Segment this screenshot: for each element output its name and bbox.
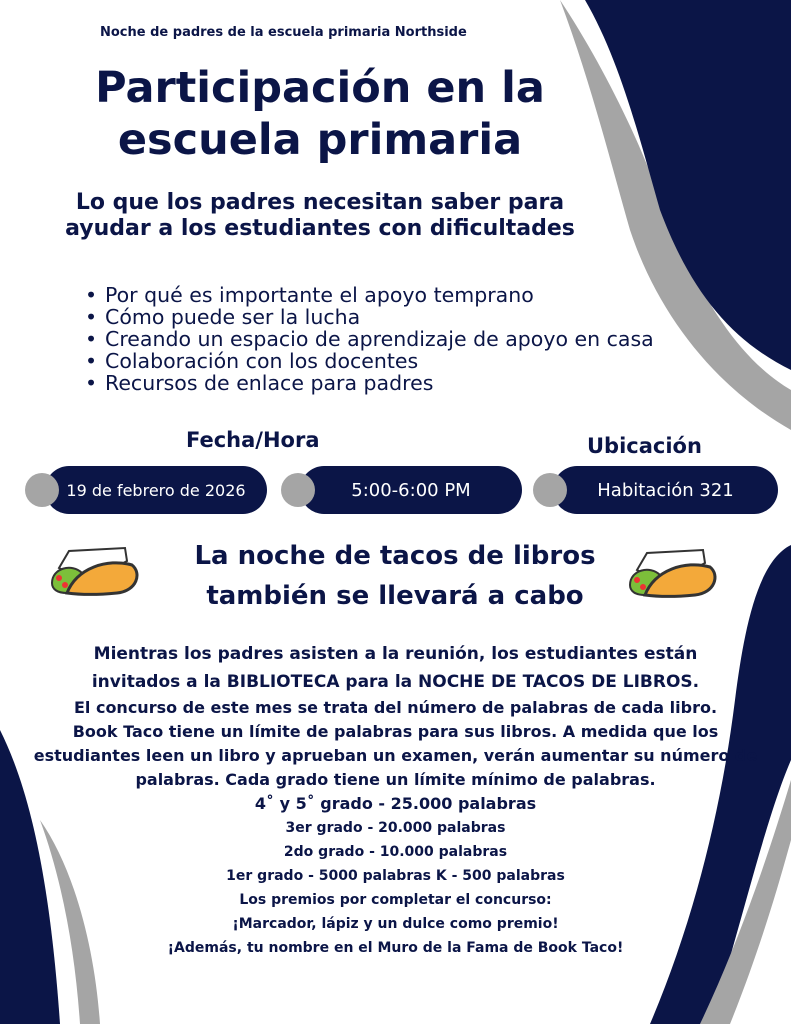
subtitle: Lo que los padres necesitan saber para ayudar a los estudiantes con dificultades [65,190,575,241]
topic-list [85,284,675,394]
body-line: 2do grado - 10.000 palabras [283,844,508,860]
body-line: 4˚ y 5˚ grado - 25.000 palabras [254,794,537,813]
pill-dot [533,473,567,507]
pill-dot [25,473,59,507]
taco-title-line: La noche de tacos de libros [194,541,596,571]
body-line: ¡Además, tu nombre en el Muro de la Fama de Book Taco! [167,940,624,956]
list-item: • Por qué es importante el apoyo temprano [85,284,675,306]
body-line: 1er grado - 5000 palabras K - 500 palabras [226,868,565,884]
body-line: Book Taco tiene un límite de palabras para sus libros. A medida que los [72,722,719,741]
taco-title-line: también se llevará a cabo [206,581,584,611]
date-pill: 19 de febrero de 2026 [45,466,267,514]
list-item: • Cómo puede ser la lucha [85,306,675,328]
taco-night-title [150,536,640,616]
body-line: invitados a la BIBLIOTECA para la NOCHE DE TACOS DE LIBROS. [91,672,700,692]
contest-description [0,640,791,960]
body-line: 3er grado - 20.000 palabras [285,820,506,836]
book-taco-icon [47,543,142,603]
location-label: Ubicación [587,434,702,458]
pill-dot [281,473,315,507]
list-item: • Creando un espacio de aprendizaje de apoyo en casa [85,328,675,350]
list-item: • Colaboración con los docentes [85,350,675,372]
body-line: palabras. Cada grado tiene un límite mínimo de palabras. [135,770,656,789]
date-label: Fecha/Hora [186,428,320,452]
body-line: El concurso de este mes se trata del número de palabras de cada libro. [73,698,718,717]
body-line: Los premios por completar el concurso: [239,892,552,908]
body-line: Mientras los padres asisten a la reunión, los estudiantes están [93,644,698,664]
body-line: ¡Marcador, lápiz y un dulce como premio! [232,916,559,932]
school-event-name: Noche de padres de la escuela primaria Northside [100,25,467,40]
room-pill: Habitación 321 [553,466,778,514]
time-pill: 5:00-6:00 PM [300,466,522,514]
body-line: estudiantes leen un libro y aprueban un examen, verán aumentar su número de [33,746,758,765]
list-item: • Recursos de enlace para padres [85,372,675,394]
page-title: Participación en la escuela primaria [95,63,545,165]
